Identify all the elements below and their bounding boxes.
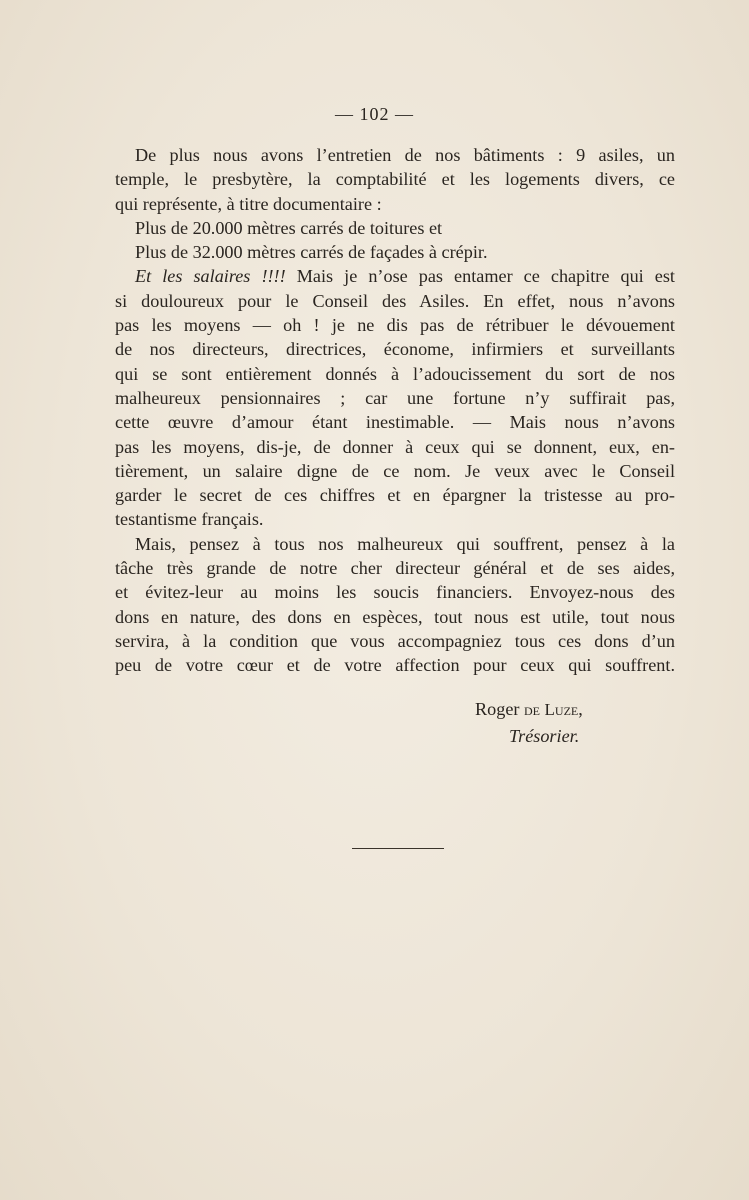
paragraph3-line: dons en nature, des dons en espèces, tout nous est utile, tout nous	[115, 606, 675, 627]
paragraph2-line: tièrement, un salaire digne de ce nom. Je veux avec le Conseil	[115, 460, 675, 481]
page-number: — 102 —	[335, 104, 414, 124]
paragraph1-line: Plus de 32.000 mètres carrés de façades à crépir.	[135, 242, 488, 263]
paragraph3-line: et évitez-leur au moins les soucis financiers. Envoyez-nous des	[115, 582, 675, 603]
paragraph1-line: qui représente, à titre documentaire :	[115, 193, 382, 214]
paragraph2-first-line	[115, 264, 675, 288]
paragraph3-line: servira, à la condition que vous accompagniez tous ces dons d’un	[115, 630, 675, 651]
paragraph3-line: tâche très grande de notre cher directeur général et de ses aides,	[115, 558, 675, 579]
paragraph3-line: Mais, pensez à tous nos malheureux qui souffrent, pensez à la	[135, 533, 675, 554]
closing-rule	[352, 848, 444, 849]
paragraph1-line: temple, le presbytère, la comptabilité et les logements divers, ce	[115, 169, 675, 190]
paragraph2-line: pas les moyens, dis-je, de donner à ceux qui se donnent, eux, en-	[115, 436, 675, 457]
signature-block	[475, 696, 583, 749]
paragraph2-line: garder le secret de ces chiffres et en épargner la tristesse au pro-	[115, 485, 675, 506]
body-text	[115, 143, 675, 678]
italic-lead: Et les salaires !!!!	[135, 266, 286, 287]
signature-first-name: Roger	[475, 699, 520, 719]
signature-title: Trésorier.	[509, 726, 580, 746]
signature-punct: ,	[578, 699, 583, 719]
paragraph1-line: De plus nous avons l’entretien de nos bâtiments : 9 asiles, un	[135, 145, 675, 165]
paragraph2-line: de nos directeurs, directrices, économe, infirmiers et surveillants	[115, 339, 675, 360]
paragraph2-line: qui se sont entièrement donnés à l’adoucissement du sort de nos	[115, 363, 675, 384]
paragraph2-line: pas les moyens — oh ! je ne dis pas de rétribuer le dévouement	[115, 315, 675, 336]
paragraph2-line: si douloureux pour le Conseil des Asiles. En effet, nous n’avons	[115, 290, 675, 311]
signature-particle: de	[524, 700, 540, 719]
paragraph2-line: testantisme français.	[115, 509, 264, 530]
paragraph1-line: Plus de 20.000 mètres carrés de toitures et	[135, 217, 443, 238]
signature-surname: Luze	[544, 700, 579, 719]
paragraph2-line: malheureux pensionnaires ; car une fortune n’y suffirait pas,	[115, 387, 675, 408]
signature-name	[475, 699, 583, 719]
paragraph3-line: peu de votre cœur et de votre affection pour ceux qui souffrent.	[115, 655, 675, 676]
paragraph2-first-line-rest: Mais je n’ose pas entamer ce chapitre qui est	[285, 266, 675, 287]
paragraph2-line: cette œuvre d’amour étant inestimable. — Mais nous n’avons	[115, 412, 675, 433]
